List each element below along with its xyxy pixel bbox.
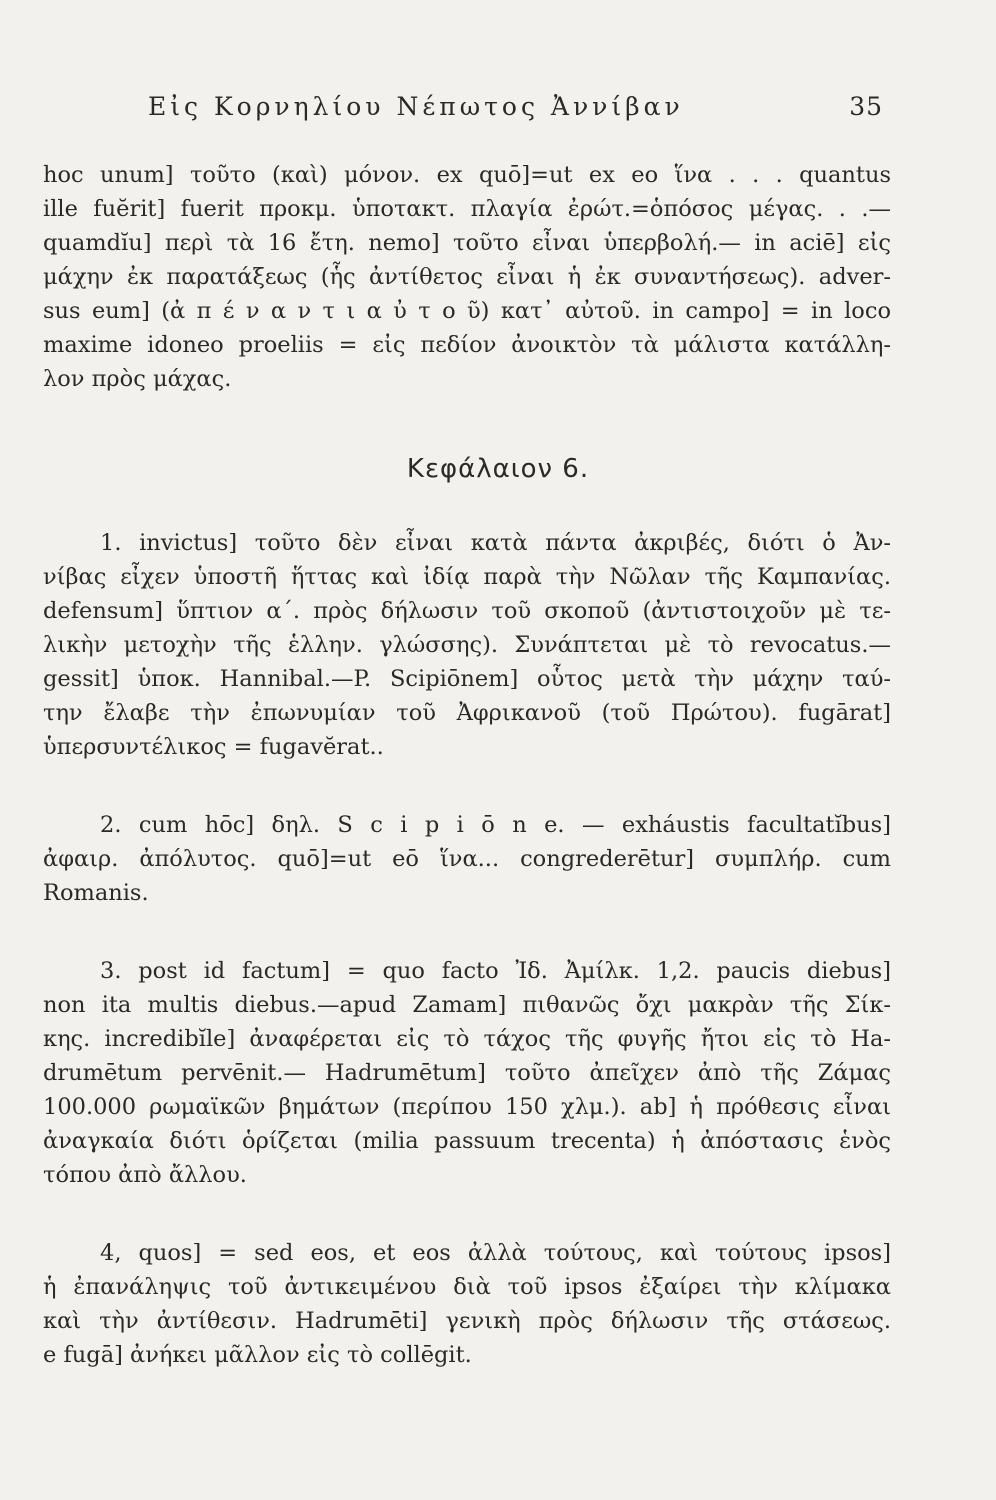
text-line: 4, quos] = sed eos, et eos ἀλλὰ τούτους, καὶ τούτους ipsos] <box>100 1240 891 1266</box>
text-line: 100.000 ρωμαϊκῶν βημάτων (περίπου 150 χλμ.). ab] ἡ πρόθεσις εἶναι <box>43 1094 891 1120</box>
text-line: defensum] ὕπτιον α΄. πρὸς δήλωσιν τοῦ σκοποῦ (ἀντιστοιχοῦν μὲ τε- <box>43 598 891 624</box>
text-line: quamdĭu] περὶ τὰ 16 ἔτη. nemo] τοῦτο εἶναι ὑπερβολή.— in aciē] εἰς <box>43 230 891 256</box>
text-line: hoc unum] τοῦτο (καὶ) μόνον. ex quō]=ut ex eo ἵνα . . . quantus <box>43 162 891 188</box>
page-number: 35 <box>849 92 883 121</box>
text-line: ἀναγκαία διότι ὁρίζεται (milia passuum trecenta) ἡ ἀπόστασις ἑνὸς <box>43 1128 891 1154</box>
text-line: gessit] ὑποκ. Hannibal.—P. Scipiōnem] οὗτος μετὰ τὴν μάχην ταύ- <box>43 666 891 692</box>
text-line: τόπου ἀπὸ ἄλλου. <box>43 1162 247 1188</box>
text-line: maxime idoneo proeliis = εἰς πεδίον ἀνοικτὸν τὰ μάλιστα κατάλλη- <box>43 332 891 358</box>
text-line: 3. post id factum] = quo facto Ἰδ. Ἀμίλκ. 1,2. paucis diebus] <box>100 958 891 984</box>
text-line: ὑπερσυντέλικος = fugavĕrat.. <box>43 734 384 760</box>
text-line: ἡ ἐπανάληψις τοῦ ἀντικειμένου διὰ τοῦ ipsos ἐξαίρει τὴν κλίμακα <box>43 1274 891 1300</box>
text-line: sus eum] (ἀ π έ ν α ν τ ι α ὐ τ ο ῦ) κατ᾽ αὐτοῦ. in campo] = in loco <box>43 298 891 324</box>
text-line: μάχην ἐκ παρατάξεως (ἧς ἀντίθετος εἶναι ἡ ἐκ συναντήσεως). adver- <box>43 264 891 290</box>
text-line: ἀφαιρ. ἀπόλυτος. quō]=ut eō ἵνα... congrederētur] συμπλήρ. cum <box>43 846 891 872</box>
text-line: κης. incredibĭle] ἀναφέρεται εἰς τὸ τάχος τῆς φυγῆς ἤτοι εἰς τὸ Ha- <box>43 1026 891 1052</box>
text-line: νίβας εἶχεν ὑποστῆ ἥττας καὶ ἰδίᾳ παρὰ τὴν Νῶλαν τῆς Καμπανίας. <box>43 564 891 590</box>
text-line: λον πρὸς μάχας. <box>43 366 232 392</box>
text-line: την ἔλαβε τὴν ἐπωνυμίαν τοῦ Ἀφρικανοῦ (τοῦ Πρώτου). fugārat] <box>43 700 891 726</box>
text-line: ille fuĕrit] fuerit προκμ. ὑποτακτ. πλαγία ἐρώτ.=ὁπόσος μέγας. . .— <box>43 196 891 222</box>
text-line: Romanis. <box>43 880 149 906</box>
text-line: 2. cum hōc] δηλ. S c i p i ō n e. — exháustis facultatĭbus] <box>100 812 891 838</box>
running-head <box>148 92 883 128</box>
text-line: λικὴν μετοχὴν τῆς ἑλλην. γλώσσης). Συνάπτεται μὲ τὸ revocatus.— <box>43 632 891 658</box>
text-line: 1. invictus] τοῦτο δὲν εἶναι κατὰ πάντα ἀκριβές, διότι ὁ Ἀν- <box>100 530 891 556</box>
text-line: e fugā] ἀνήκει μᾶλλον εἰς τὸ collēgit. <box>43 1342 472 1368</box>
text-line: καὶ τὴν ἀντίθεσιν. Hadrumēti] γενικὴ πρὸς δήλωσιν τῆς στάσεως. <box>43 1308 891 1334</box>
text-line: non ita multis diebus.—apud Zamam] πιθανῶς ὄχι μακρὰν τῆς Σίκ- <box>43 992 891 1018</box>
chapter-heading: Κεφάλαιον 6. <box>406 454 590 484</box>
text-line: drumētum pervēnit.— Hadrumētum] τοῦτο ἀπεῖχεν ἀπὸ τῆς Ζάμας <box>43 1060 891 1086</box>
running-head-title: Εἰς Κορνηλίου Νέπωτος Ἀννίβαν <box>148 92 684 121</box>
